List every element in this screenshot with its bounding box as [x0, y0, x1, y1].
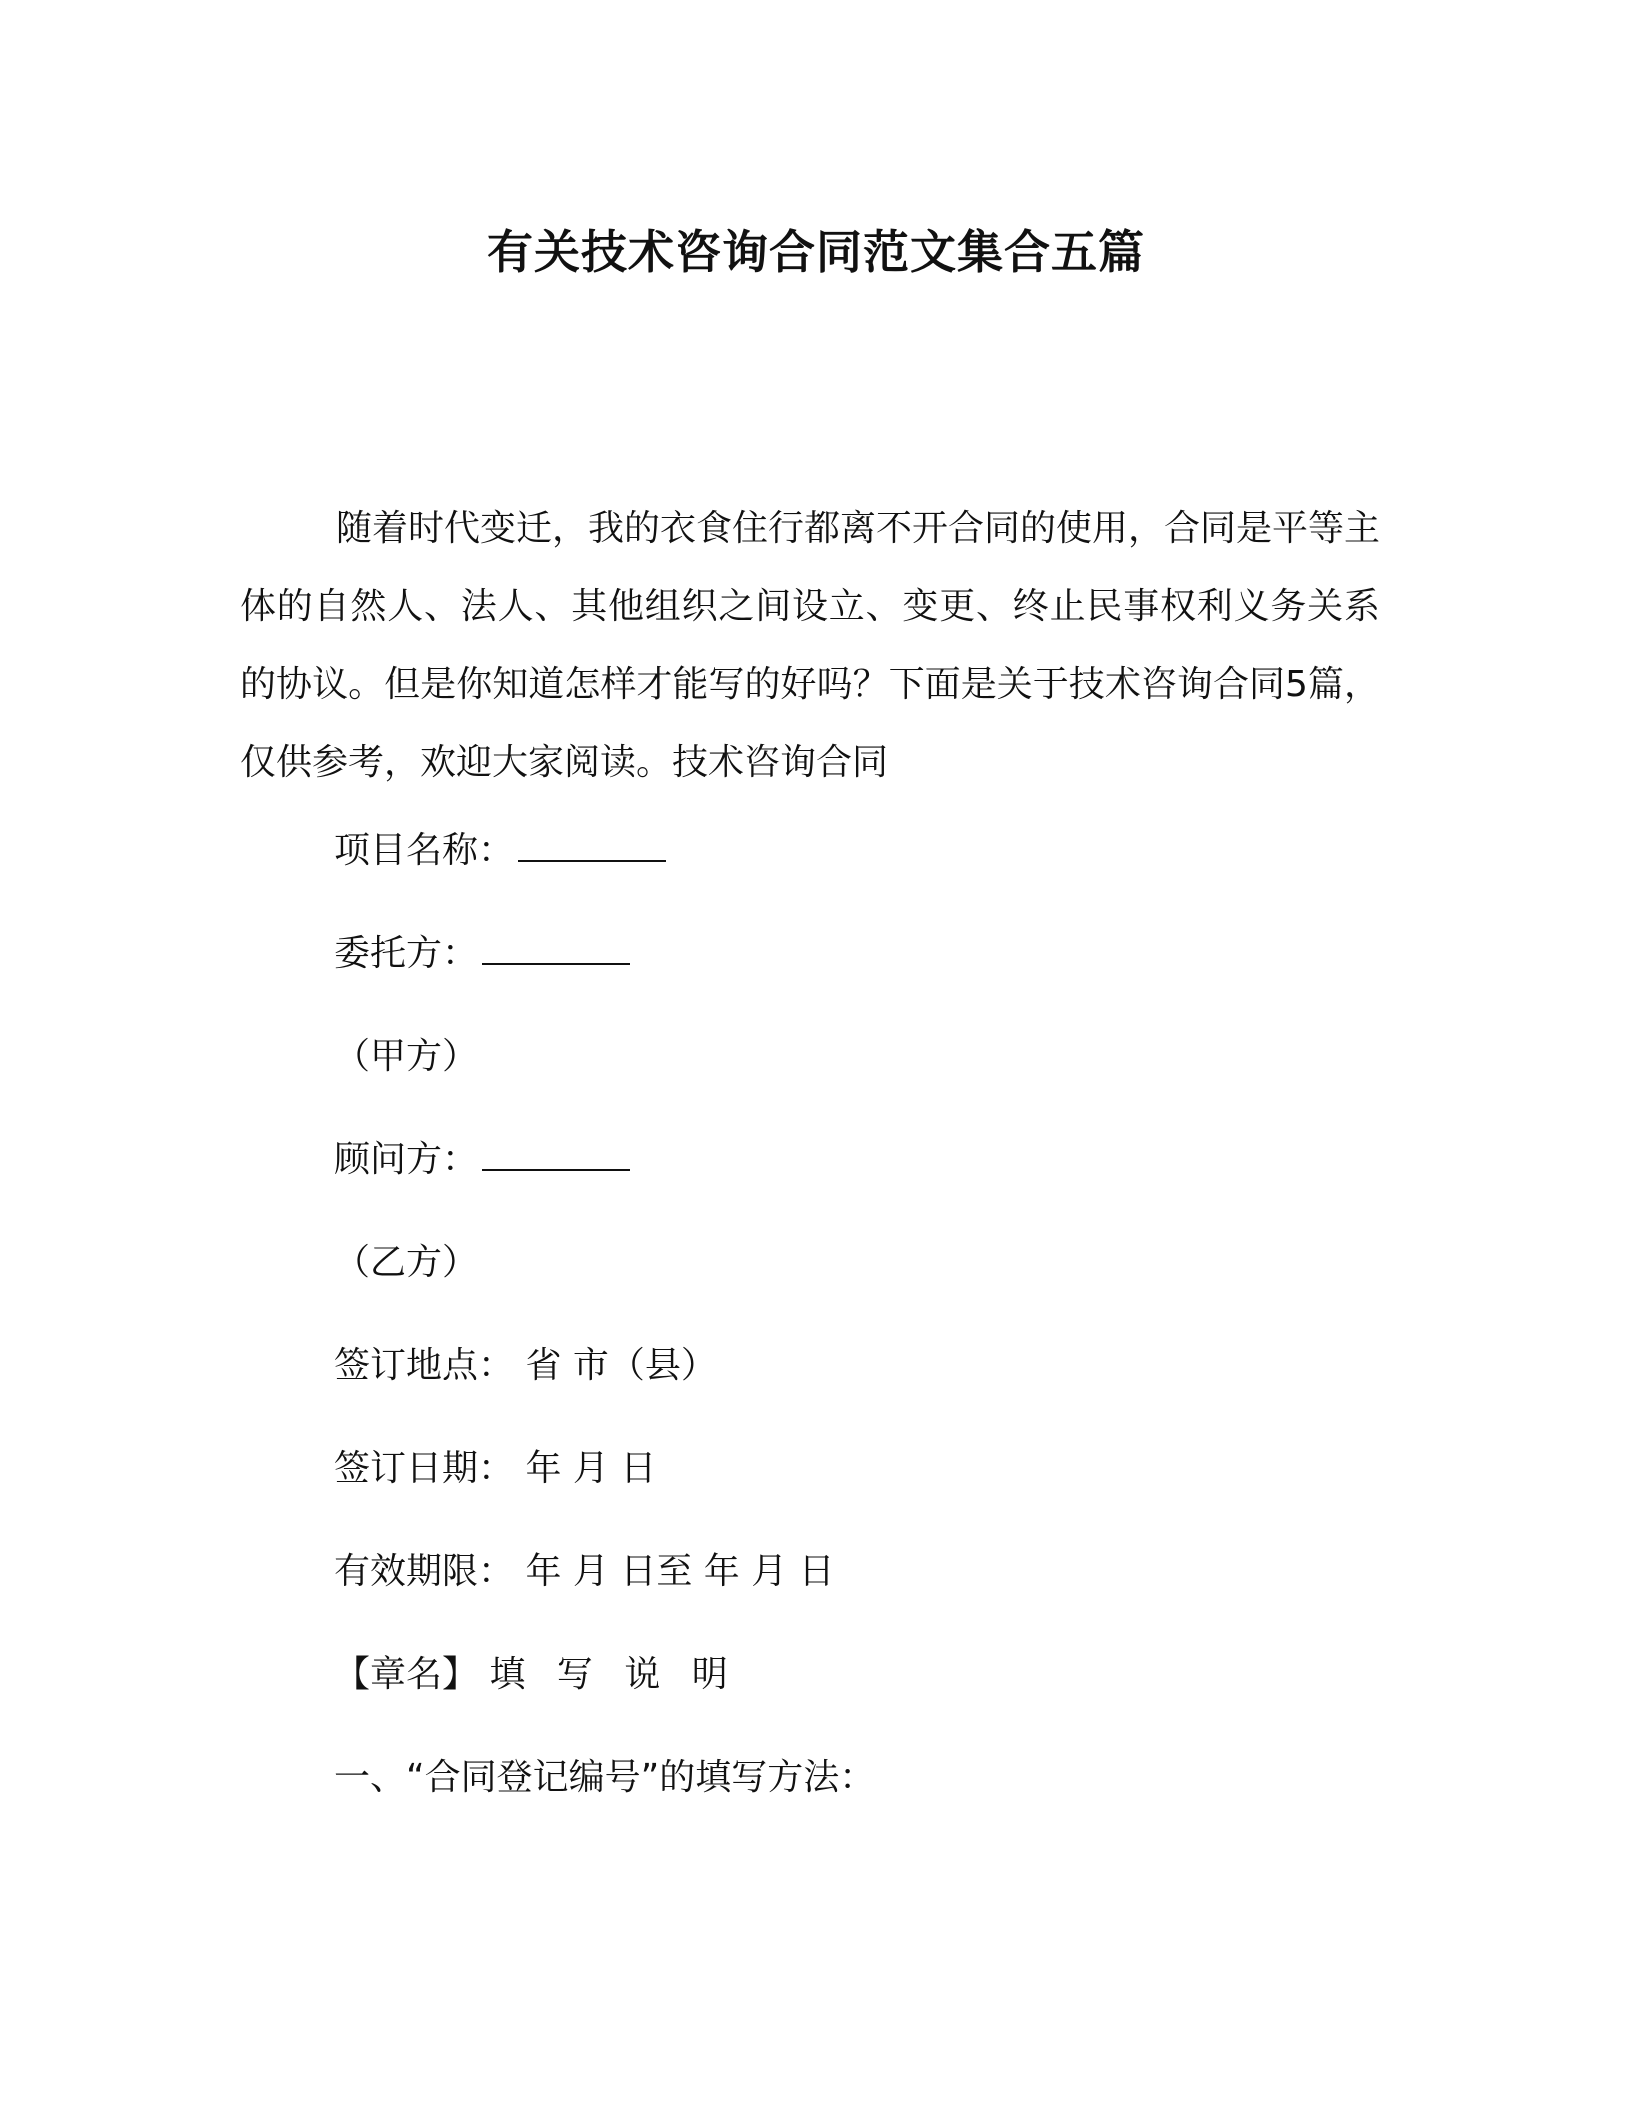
- party-a-label: （甲方）: [334, 1036, 479, 1077]
- project-name-label: 项目名称：: [334, 830, 515, 871]
- validity-text: 有效期限： 年 月 日至 年 月 日: [334, 1551, 835, 1592]
- chapter-name-bracket: 【章名】: [334, 1654, 479, 1695]
- consultant-blank: [482, 1135, 630, 1171]
- sign-date-line: [334, 1444, 656, 1494]
- project-name-line: [334, 826, 666, 876]
- project-name-blank: [518, 826, 666, 862]
- consultant-label: 顾问方：: [334, 1139, 479, 1180]
- intro-paragraph: 随着时代变迁，我的衣食住行都离不开合同的使用，合同是平等主体的自然人、法人、其他组织之间设立、变更、终止民事权利义务关系的协议。但是你知道怎样才能写的好吗？下面是关于技术咨询合同5篇，仅供参考，欢迎大家阅读。技术咨询合同: [240, 508, 1381, 783]
- consultant-line: [334, 1135, 630, 1185]
- section-one-text: 一、“合同登记编号”的填写方法：: [334, 1757, 876, 1798]
- instructions-heading-line: [334, 1650, 738, 1700]
- section-one-heading: [334, 1753, 875, 1803]
- client-blank: [482, 929, 630, 965]
- instructions-heading: 填 写 说 明: [489, 1654, 738, 1695]
- party-b-label: （乙方）: [334, 1242, 479, 1283]
- party-b-line: [334, 1238, 478, 1288]
- party-a-line: [334, 1032, 478, 1082]
- client-line: [334, 929, 630, 979]
- sign-place-line: [334, 1341, 717, 1391]
- document-title: 有关技术咨询合同范文集合五篇: [487, 225, 1145, 279]
- sign-date-text: 签订日期： 年 月 日: [334, 1448, 657, 1489]
- validity-line: [334, 1547, 835, 1597]
- client-label: 委托方：: [334, 933, 479, 974]
- sign-place-text: 签订地点： 省 市（县）: [334, 1345, 717, 1386]
